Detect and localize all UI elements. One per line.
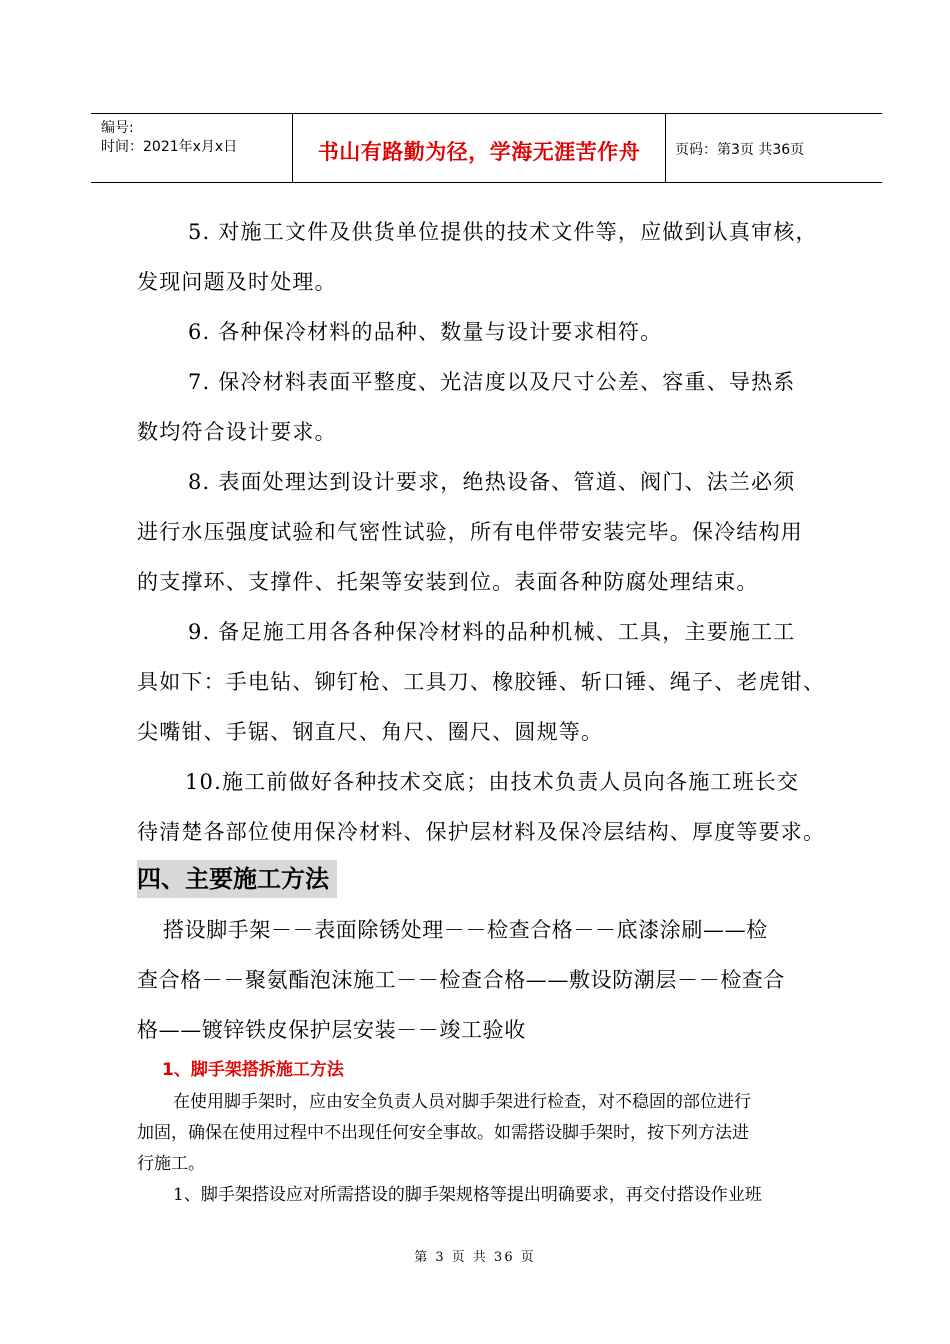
text-line: 1、脚手架搭设应对所需搭设的脚手架规格等提出明确要求，再交付搭设作业班 bbox=[173, 1185, 762, 1205]
text-line: 行施工。 bbox=[137, 1154, 205, 1174]
time-label: 时间：2021年x月x日 bbox=[101, 139, 238, 155]
text-line: 具如下：手电钻、铆钉枪、工具刀、橡胶锤、斩口锤、绳子、老虎钳、 bbox=[137, 670, 826, 694]
body-paragraph bbox=[137, 1087, 842, 1211]
text-line: 8. 表面处理达到设计要求，绝热设备、管道、阀门、法兰必须 bbox=[188, 470, 796, 494]
header-left-cell bbox=[91, 114, 293, 182]
code-label: 编号: bbox=[101, 120, 134, 136]
list-item bbox=[137, 207, 837, 307]
header-motto-cell bbox=[293, 114, 666, 182]
text-line: 9. 备足施工用各各种保冷材料的品种机械、工具，主要施工工 bbox=[188, 620, 796, 644]
process-flow bbox=[137, 905, 842, 1055]
section-heading: 四、主要施工方法 bbox=[137, 860, 337, 898]
text-line: 加固，确保在使用过程中不出现任何安全事故。如需搭设脚手架时，按下列方法进 bbox=[137, 1123, 749, 1143]
text-line: 查合格－－聚氨酯泡沫施工－－检查合格——敷设防潮层－－检查合 bbox=[137, 968, 785, 992]
text-line: 尖嘴钳、手锯、钢直尺、角尺、圈尺、圆规等。 bbox=[137, 720, 604, 744]
text-line: 7. 保冷材料表面平整度、光洁度以及尺寸公差、容重、导热系 bbox=[188, 370, 796, 394]
text-line: 发现问题及时处理。 bbox=[137, 270, 337, 294]
text-line: 搭设脚手架－－表面除锈处理－－检查合格－－底漆涂刷——检 bbox=[163, 918, 768, 942]
text-line: 10.施工前做好各种技术交底；由技术负责人员向各施工班长交 bbox=[185, 770, 800, 794]
text-line: 6. 各种保冷材料的品种、数量与设计要求相符。 bbox=[188, 320, 663, 344]
subsection-heading: 1、脚手架搭拆施工方法 bbox=[162, 1060, 344, 1080]
list-item bbox=[137, 307, 837, 357]
page-label: 页码：第3页 共36页 bbox=[675, 142, 805, 158]
page-header bbox=[91, 113, 882, 183]
header-right-cell bbox=[666, 114, 882, 182]
text-line: 待清楚各部位使用保冷材料、保护层材料及保冷层结构、厚度等要求。 bbox=[137, 820, 826, 844]
list-item bbox=[137, 357, 837, 457]
text-line: 的支撑环、支撑件、托架等安装到位。表面各种防腐处理结束。 bbox=[137, 570, 759, 594]
page-footer: 第 3 页 共 36 页 bbox=[414, 1250, 536, 1265]
list-item bbox=[137, 607, 837, 757]
text-line: 5. 对施工文件及供货单位提供的技术文件等，应做到认真审核， bbox=[188, 220, 818, 244]
list-item bbox=[137, 457, 837, 607]
text-line: 数均符合设计要求。 bbox=[137, 420, 337, 444]
motto: 书山有路勤为径，学海无涯苦作舟 bbox=[317, 139, 641, 164]
text-line: 进行水压强度试验和气密性试验，所有电伴带安装完毕。保冷结构用 bbox=[137, 520, 803, 544]
list-item bbox=[137, 757, 837, 857]
text-line: 格——镀锌铁皮保护层安装－－竣工验收 bbox=[137, 1018, 526, 1042]
text-line: 在使用脚手架时，应由安全负责人员对脚手架进行检查，对不稳固的部位进行 bbox=[173, 1092, 751, 1112]
